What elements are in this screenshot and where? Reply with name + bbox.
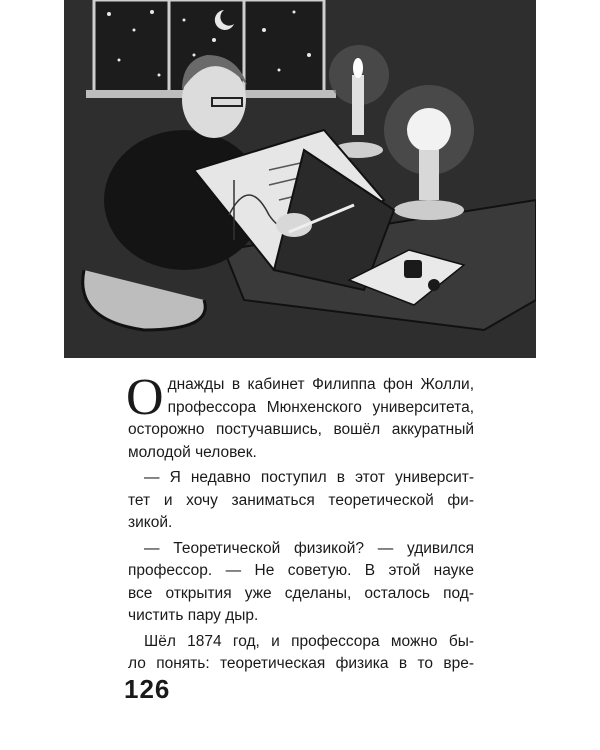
- text-line: чистить пару дыр.: [128, 607, 259, 624]
- illustration-drawing: [64, 0, 536, 358]
- body-text: [126, 369, 474, 679]
- paragraph-2: [128, 467, 474, 535]
- text-line: осторожно постучавшись, вошёл аккуратный: [128, 421, 474, 438]
- paragraph-4: [128, 631, 474, 676]
- paragraph-1: [126, 369, 474, 464]
- text-line: тет и хочу заниматься теоретической фи-: [128, 491, 474, 509]
- paragraph-3: [128, 538, 474, 628]
- text-line: профессор. — Не советую. В этой науке: [128, 562, 474, 579]
- text-line: все открытия уже сделаны, осталось под-: [128, 584, 474, 602]
- text-line: молодой человек.: [128, 443, 257, 461]
- text-line: зикой.: [128, 514, 173, 531]
- page-number: 126: [124, 674, 171, 704]
- drop-cap: О: [126, 369, 164, 426]
- candle: [352, 75, 364, 135]
- text-line: днажды в кабинет Филиппа фон Жолли,: [167, 376, 474, 393]
- light-bulb: [407, 108, 451, 152]
- text-line: — Теоретической физикой? — удивился: [144, 539, 474, 557]
- scientist-illustration: [64, 0, 536, 358]
- text-line: ло понять: теоретическая физика в то вре-: [128, 655, 474, 672]
- text-line: профессора Мюнхенского университета,: [167, 398, 474, 416]
- text-line: — Я недавно поступил в этот университ-: [144, 469, 474, 486]
- text-line: Шёл 1874 год, и профессора можно бы-: [144, 632, 474, 650]
- inkwell: [404, 260, 422, 278]
